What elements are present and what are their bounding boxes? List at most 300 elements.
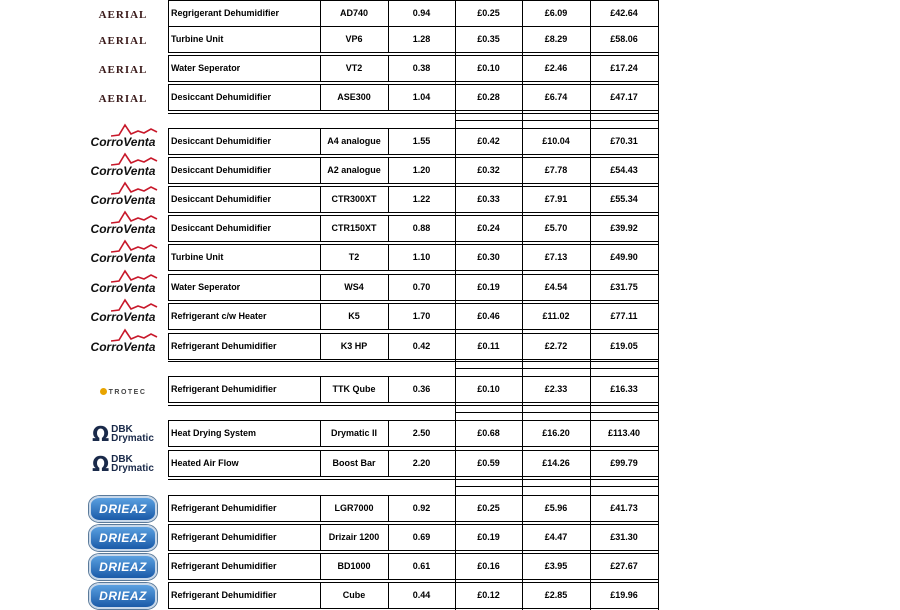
power-cell: 0.69: [412, 532, 431, 542]
drieaz-badge: [89, 525, 157, 551]
hourly-cost-cell: £0.24: [477, 223, 500, 233]
grid-line: [168, 55, 169, 82]
brand-logo-cell: [80, 582, 166, 610]
model-cell: TTK Qube: [332, 384, 376, 394]
grid-line: [168, 582, 169, 609]
grid-line: [590, 0, 591, 610]
description-cell: Desiccant Dehumidifier: [171, 223, 272, 233]
hourly-cost-cell: £0.16: [477, 561, 500, 571]
model-cell: CTR150XT: [331, 223, 377, 233]
corroventa-logo-text: [91, 340, 156, 354]
grid-line: [388, 450, 389, 477]
trotec-logo-word: TROTEC: [108, 389, 147, 396]
corroventa-logo: [91, 162, 156, 180]
corroventa-logo-text: [91, 310, 156, 324]
grid-line: [168, 270, 659, 271]
grid-line: [168, 524, 169, 551]
description-cell: Refrigerant Dehumidifier: [171, 384, 277, 394]
power-cell: 1.28: [412, 34, 431, 44]
grid-line: [388, 495, 389, 522]
grid-line: [168, 128, 169, 155]
corroventa-logo-text: [91, 281, 156, 295]
grid-line: [168, 26, 659, 27]
brand-logo-cell: [80, 524, 166, 552]
corroventa-wave-icon: [111, 181, 159, 195]
grid-line: [168, 376, 169, 403]
hourly-cost-cell: £0.25: [477, 8, 500, 18]
daily-cost-cell: £2.46: [544, 63, 568, 73]
grid-line: [168, 582, 659, 583]
brand-logo-cell: [80, 553, 166, 581]
grid-line: [320, 55, 321, 82]
model-cell: A2 analogue: [327, 165, 381, 175]
corroventa-logo-word: CorroVenta: [90, 251, 156, 265]
description-cell: Heat Drying System: [171, 428, 257, 438]
daily-cost-cell: £7.78: [544, 165, 568, 175]
grid-line: [168, 446, 659, 447]
grid-line: [168, 524, 659, 525]
power-cell: 0.94: [412, 8, 431, 18]
drieaz-logo: [89, 496, 157, 522]
grid-line: [320, 0, 321, 26]
grid-line: [388, 128, 389, 155]
corroventa-logo-word: CorroVenta: [90, 164, 156, 178]
power-cell: 2.50: [412, 428, 431, 438]
grid-line: [388, 303, 389, 330]
model-cell: VT2: [345, 63, 363, 73]
grid-line: [388, 553, 389, 580]
model-cell: AD740: [339, 8, 368, 18]
grid-line: [168, 553, 169, 580]
description-cell: Refrigerant Dehumidifier: [171, 532, 277, 542]
corroventa-wave-icon: [111, 328, 159, 342]
model-cell: WS4: [344, 282, 364, 292]
daily-cost-cell: £8.29: [544, 34, 568, 44]
hourly-cost-cell: £0.46: [477, 311, 500, 321]
dbk-logo: [92, 454, 154, 474]
corroventa-logo: [91, 220, 156, 238]
weekly-cost-cell: £54.43: [610, 165, 638, 175]
hourly-cost-cell: £0.19: [477, 282, 500, 292]
drieaz-badge: [89, 496, 157, 522]
weekly-cost-cell: £19.96: [610, 590, 638, 600]
model-cell: A4 analogue: [327, 136, 381, 146]
hourly-cost-cell: £0.25: [477, 503, 500, 513]
hourly-cost-cell: £0.35: [477, 34, 500, 44]
power-cell: 0.88: [412, 223, 431, 233]
grid-line: [320, 157, 321, 184]
brand-logo-cell: [80, 0, 166, 28]
grid-line: [320, 274, 321, 301]
drieaz-logo-text: DRIEAZ: [99, 502, 147, 516]
aerial-logo-text: AERIAL: [98, 35, 148, 47]
grid-line: [320, 420, 321, 447]
description-cell: Desiccant Dehumidifier: [171, 194, 272, 204]
daily-cost-cell: £2.72: [544, 341, 568, 351]
model-cell: Drymatic II: [330, 428, 378, 438]
drieaz-logo-text: DRIEAZ: [99, 560, 147, 574]
hourly-cost-cell: £0.68: [477, 428, 500, 438]
aerial-logo: [99, 89, 148, 107]
grid-line: [168, 329, 659, 330]
grid-line: [388, 376, 389, 403]
corroventa-logo-text: [91, 164, 156, 178]
grid-line: [388, 157, 389, 184]
model-cell: VP6: [345, 34, 363, 44]
grid-line: [168, 420, 169, 447]
daily-cost-cell: £11.02: [542, 311, 570, 321]
grid-line: [388, 524, 389, 551]
grid-line: [168, 110, 659, 111]
weekly-cost-cell: £113.40: [607, 428, 641, 438]
grid-line: [168, 186, 169, 213]
grid-line: [168, 84, 659, 85]
daily-cost-cell: £2.85: [544, 590, 568, 600]
grid-line: [168, 420, 659, 421]
description-cell: Heated Air Flow: [171, 458, 239, 468]
grid-line: [168, 333, 659, 334]
corroventa-logo-text: [91, 135, 156, 149]
dbk-logo-words: [111, 425, 154, 443]
grid-line: [168, 157, 169, 184]
grid-line: [168, 550, 659, 551]
brand-logo-cell: [80, 495, 166, 523]
dbk-logo: [92, 424, 154, 444]
model-cell: K5: [348, 311, 360, 321]
hourly-cost-cell: £0.10: [477, 384, 500, 394]
corroventa-logo-word: CorroVenta: [90, 340, 156, 354]
grid-line: [168, 113, 455, 114]
power-cell: 1.20: [412, 165, 431, 175]
grid-line: [388, 582, 389, 609]
description-cell: Turbine Unit: [171, 34, 224, 44]
grid-line: [455, 361, 659, 362]
dbk-logo: [92, 424, 154, 444]
omega-icon: Ω: [92, 422, 110, 446]
drieaz-logo-text: DRIEAZ: [99, 531, 147, 545]
hourly-cost-cell: £0.30: [477, 252, 500, 262]
power-cell: 0.38: [412, 63, 431, 73]
weekly-cost-cell: £19.05: [610, 341, 638, 351]
dbk-logo-line2: Drymatic: [111, 463, 154, 474]
daily-cost-cell: £7.91: [544, 194, 568, 204]
grid-line: [168, 157, 659, 158]
grid-line: [168, 361, 455, 362]
brand-logo-cell: [80, 333, 166, 361]
drieaz-logo-text: DRIEAZ: [99, 589, 147, 603]
drieaz-logo: [89, 583, 157, 609]
grid-line: [168, 244, 169, 271]
corroventa-wave-icon: [111, 239, 159, 253]
model-cell: BD1000: [337, 561, 371, 571]
corroventa-logo-word: CorroVenta: [90, 310, 156, 324]
grid-line: [168, 476, 659, 477]
weekly-cost-cell: £39.92: [610, 223, 638, 233]
description-cell: Water Seperator: [171, 63, 241, 73]
grid-line: [320, 84, 321, 111]
brand-logo-cell: [80, 244, 166, 272]
model-cell: K3 HP: [340, 341, 368, 351]
grid-line: [168, 186, 659, 187]
daily-cost-cell: £7.13: [544, 252, 568, 262]
grid-line: [168, 26, 169, 53]
trotec-logo-text: [100, 389, 147, 396]
grid-line: [168, 376, 659, 377]
weekly-cost-cell: £58.06: [610, 34, 638, 44]
grid-line: [168, 479, 455, 480]
model-cell: LGR7000: [334, 503, 374, 513]
daily-cost-cell: £6.09: [544, 8, 568, 18]
grid-line: [388, 333, 389, 360]
grid-line: [168, 154, 659, 155]
description-cell: Desiccant Dehumidifier: [171, 92, 272, 102]
daily-cost-cell: £4.54: [544, 282, 568, 292]
description-cell: Desiccant Dehumidifier: [171, 165, 272, 175]
grid-line: [168, 402, 659, 403]
grid-line: [168, 183, 659, 184]
daily-cost-cell: £4.47: [544, 532, 568, 542]
grid-line: [168, 495, 659, 496]
weekly-cost-cell: £49.90: [610, 252, 638, 262]
grid-line: [455, 405, 659, 406]
grid-line: [168, 244, 659, 245]
weekly-cost-cell: £77.11: [610, 311, 638, 321]
grid-line: [168, 212, 659, 213]
dbk-logo-words: [111, 455, 154, 473]
trotec-logo: [100, 381, 147, 399]
hourly-cost-cell: £0.33: [477, 194, 500, 204]
grid-line: [320, 26, 321, 53]
grid-line: [168, 333, 169, 360]
weekly-cost-cell: £31.30: [610, 532, 638, 542]
grid-line: [455, 486, 659, 487]
power-cell: 0.70: [412, 282, 431, 292]
grid-line: [168, 215, 169, 242]
grid-line: [388, 244, 389, 271]
aerial-logo: [99, 60, 148, 78]
grid-line: [168, 0, 169, 27]
daily-cost-cell: £6.74: [544, 92, 568, 102]
grid-line: [168, 450, 659, 451]
grid-line: [168, 359, 659, 360]
power-cell: 0.92: [412, 503, 431, 513]
grid-line: [168, 274, 659, 275]
grid-line: [320, 582, 321, 609]
grid-line: [320, 303, 321, 330]
weekly-cost-cell: £55.34: [610, 194, 638, 204]
description-cell: Turbine Unit: [171, 252, 224, 262]
grid-line: [168, 521, 659, 522]
hourly-cost-cell: £0.42: [477, 136, 500, 146]
grid-line: [320, 524, 321, 551]
grid-line: [168, 128, 659, 129]
aerial-logo-text: AERIAL: [98, 64, 148, 76]
brand-logo-cell: [80, 303, 166, 331]
grid-line: [388, 84, 389, 111]
grid-line: [168, 405, 455, 406]
brand-logo-cell: [80, 26, 166, 54]
dbk-logo-line1: DBK: [111, 454, 133, 465]
daily-cost-cell: £5.70: [544, 223, 568, 233]
grid-line: [320, 376, 321, 403]
hourly-cost-cell: £0.19: [477, 532, 500, 542]
dbk-logo-line1: DBK: [111, 424, 133, 435]
daily-cost-cell: £14.26: [542, 458, 570, 468]
grid-line: [320, 215, 321, 242]
grid-line: [388, 274, 389, 301]
power-cell: 0.44: [412, 590, 431, 600]
aerial-logo: [99, 5, 148, 23]
description-cell: Refrigerant Dehumidifier: [171, 503, 277, 513]
grid-line: [168, 0, 659, 1]
grid-line: [168, 52, 659, 53]
grid-line: [320, 495, 321, 522]
grid-line: [320, 553, 321, 580]
grid-line: [455, 0, 456, 610]
drieaz-logo: [89, 525, 157, 551]
weekly-cost-cell: £16.33: [610, 384, 638, 394]
corroventa-logo-word: CorroVenta: [90, 222, 156, 236]
grid-line: [522, 0, 523, 610]
daily-cost-cell: £16.20: [542, 428, 570, 438]
dbk-logo-line2: Drymatic: [111, 433, 154, 444]
model-cell: CTR300XT: [331, 194, 377, 204]
grid-line: [388, 420, 389, 447]
grid-line: [168, 579, 659, 580]
grid-line: [168, 303, 659, 304]
grid-line: [168, 495, 169, 522]
grid-line: [168, 300, 659, 301]
power-cell: 1.04: [412, 92, 431, 102]
hourly-cost-cell: £0.59: [477, 458, 500, 468]
corroventa-logo: [91, 338, 156, 356]
power-cell: 1.22: [412, 194, 431, 204]
corroventa-logo-word: CorroVenta: [90, 193, 156, 207]
grid-line: [388, 186, 389, 213]
corroventa-logo: [91, 308, 156, 326]
grid-line: [168, 553, 659, 554]
corroventa-wave-icon: [111, 298, 159, 312]
corroventa-wave-icon: [111, 210, 159, 224]
corroventa-logo: [91, 133, 156, 151]
corroventa-logo-word: CorroVenta: [90, 135, 156, 149]
grid-line: [168, 84, 169, 111]
weekly-cost-cell: £42.64: [610, 8, 638, 18]
drieaz-badge: [89, 583, 157, 609]
corroventa-logo: [91, 279, 156, 297]
grid-line: [455, 412, 659, 413]
weekly-cost-cell: £41.73: [610, 503, 638, 513]
power-cell: 1.55: [412, 136, 431, 146]
grid-line: [168, 450, 169, 477]
grid-line: [320, 450, 321, 477]
grid-line: [388, 55, 389, 82]
grid-line: [168, 215, 659, 216]
daily-cost-cell: £5.96: [544, 503, 568, 513]
grid-line: [168, 274, 169, 301]
power-cell: 1.10: [412, 252, 431, 262]
grid-line: [168, 81, 659, 82]
description-cell: Refrigerant Dehumidifier: [171, 561, 277, 571]
model-cell: T2: [348, 252, 360, 262]
power-cell: 0.42: [412, 341, 431, 351]
hourly-cost-cell: £0.12: [477, 590, 500, 600]
daily-cost-cell: £10.04: [542, 136, 570, 146]
model-cell: Cube: [342, 590, 366, 600]
corroventa-logo: [91, 249, 156, 267]
weekly-cost-cell: £31.75: [610, 282, 638, 292]
dbk-logo: [92, 454, 154, 474]
weekly-cost-cell: £47.17: [610, 92, 638, 102]
brand-logo-cell: [80, 450, 166, 478]
description-cell: Desiccant Dehumidifier: [171, 136, 272, 146]
aerial-logo-text: AERIAL: [98, 9, 148, 21]
grid-line: [168, 303, 169, 330]
aerial-logo-text: AERIAL: [98, 93, 148, 105]
grid-line: [320, 186, 321, 213]
model-cell: Boost Bar: [332, 458, 376, 468]
brand-logo-cell: [80, 376, 166, 404]
daily-cost-cell: £3.95: [544, 561, 568, 571]
model-cell: Drizair 1200: [328, 532, 380, 542]
aerial-logo: [99, 31, 148, 49]
trotec-dot-icon: [100, 388, 107, 395]
grid-line: [455, 113, 659, 114]
hourly-cost-cell: £0.11: [477, 341, 500, 351]
grid-line: [388, 215, 389, 242]
corroventa-logo-text: [91, 193, 156, 207]
hourly-cost-cell: £0.32: [477, 165, 500, 175]
description-cell: Regrigerant Dehumidifier: [171, 8, 280, 18]
corroventa-logo-word: CorroVenta: [90, 281, 156, 295]
grid-line: [658, 0, 659, 610]
description-cell: Refrigerant Dehumidifier: [171, 341, 277, 351]
description-cell: Refrigerant Dehumidifier: [171, 590, 277, 600]
weekly-cost-cell: £27.67: [610, 561, 638, 571]
brand-logo-cell: [80, 84, 166, 112]
power-cell: 2.20: [412, 458, 431, 468]
grid-line: [168, 608, 659, 609]
model-cell: ASE300: [337, 92, 371, 102]
hourly-cost-cell: £0.10: [477, 63, 500, 73]
omega-icon: Ω: [92, 452, 110, 476]
corroventa-wave-icon: [111, 269, 159, 283]
weekly-cost-cell: £70.31: [610, 136, 638, 146]
grid-line: [168, 241, 659, 242]
weekly-cost-cell: £17.24: [610, 63, 638, 73]
description-cell: Water Seperator: [171, 282, 241, 292]
hourly-cost-cell: £0.28: [477, 92, 500, 102]
corroventa-wave-icon: [111, 152, 159, 166]
grid-line: [388, 0, 389, 26]
grid-line: [388, 26, 389, 53]
weekly-cost-cell: £99.79: [610, 458, 638, 468]
corroventa-logo-text: [91, 251, 156, 265]
grid-line: [168, 55, 659, 56]
power-cell: 1.70: [412, 311, 431, 321]
corroventa-logo: [91, 191, 156, 209]
daily-cost-cell: £2.33: [544, 384, 568, 394]
grid-line: [455, 120, 659, 121]
grid-line: [455, 479, 659, 480]
brand-logo-cell: [80, 420, 166, 448]
drieaz-logo: [89, 554, 157, 580]
description-cell: Refrigerant c/w Heater: [171, 311, 267, 321]
grid-line: [320, 244, 321, 271]
grid-line: [320, 128, 321, 155]
power-cell: 0.61: [412, 561, 431, 571]
grid-line: [320, 333, 321, 360]
